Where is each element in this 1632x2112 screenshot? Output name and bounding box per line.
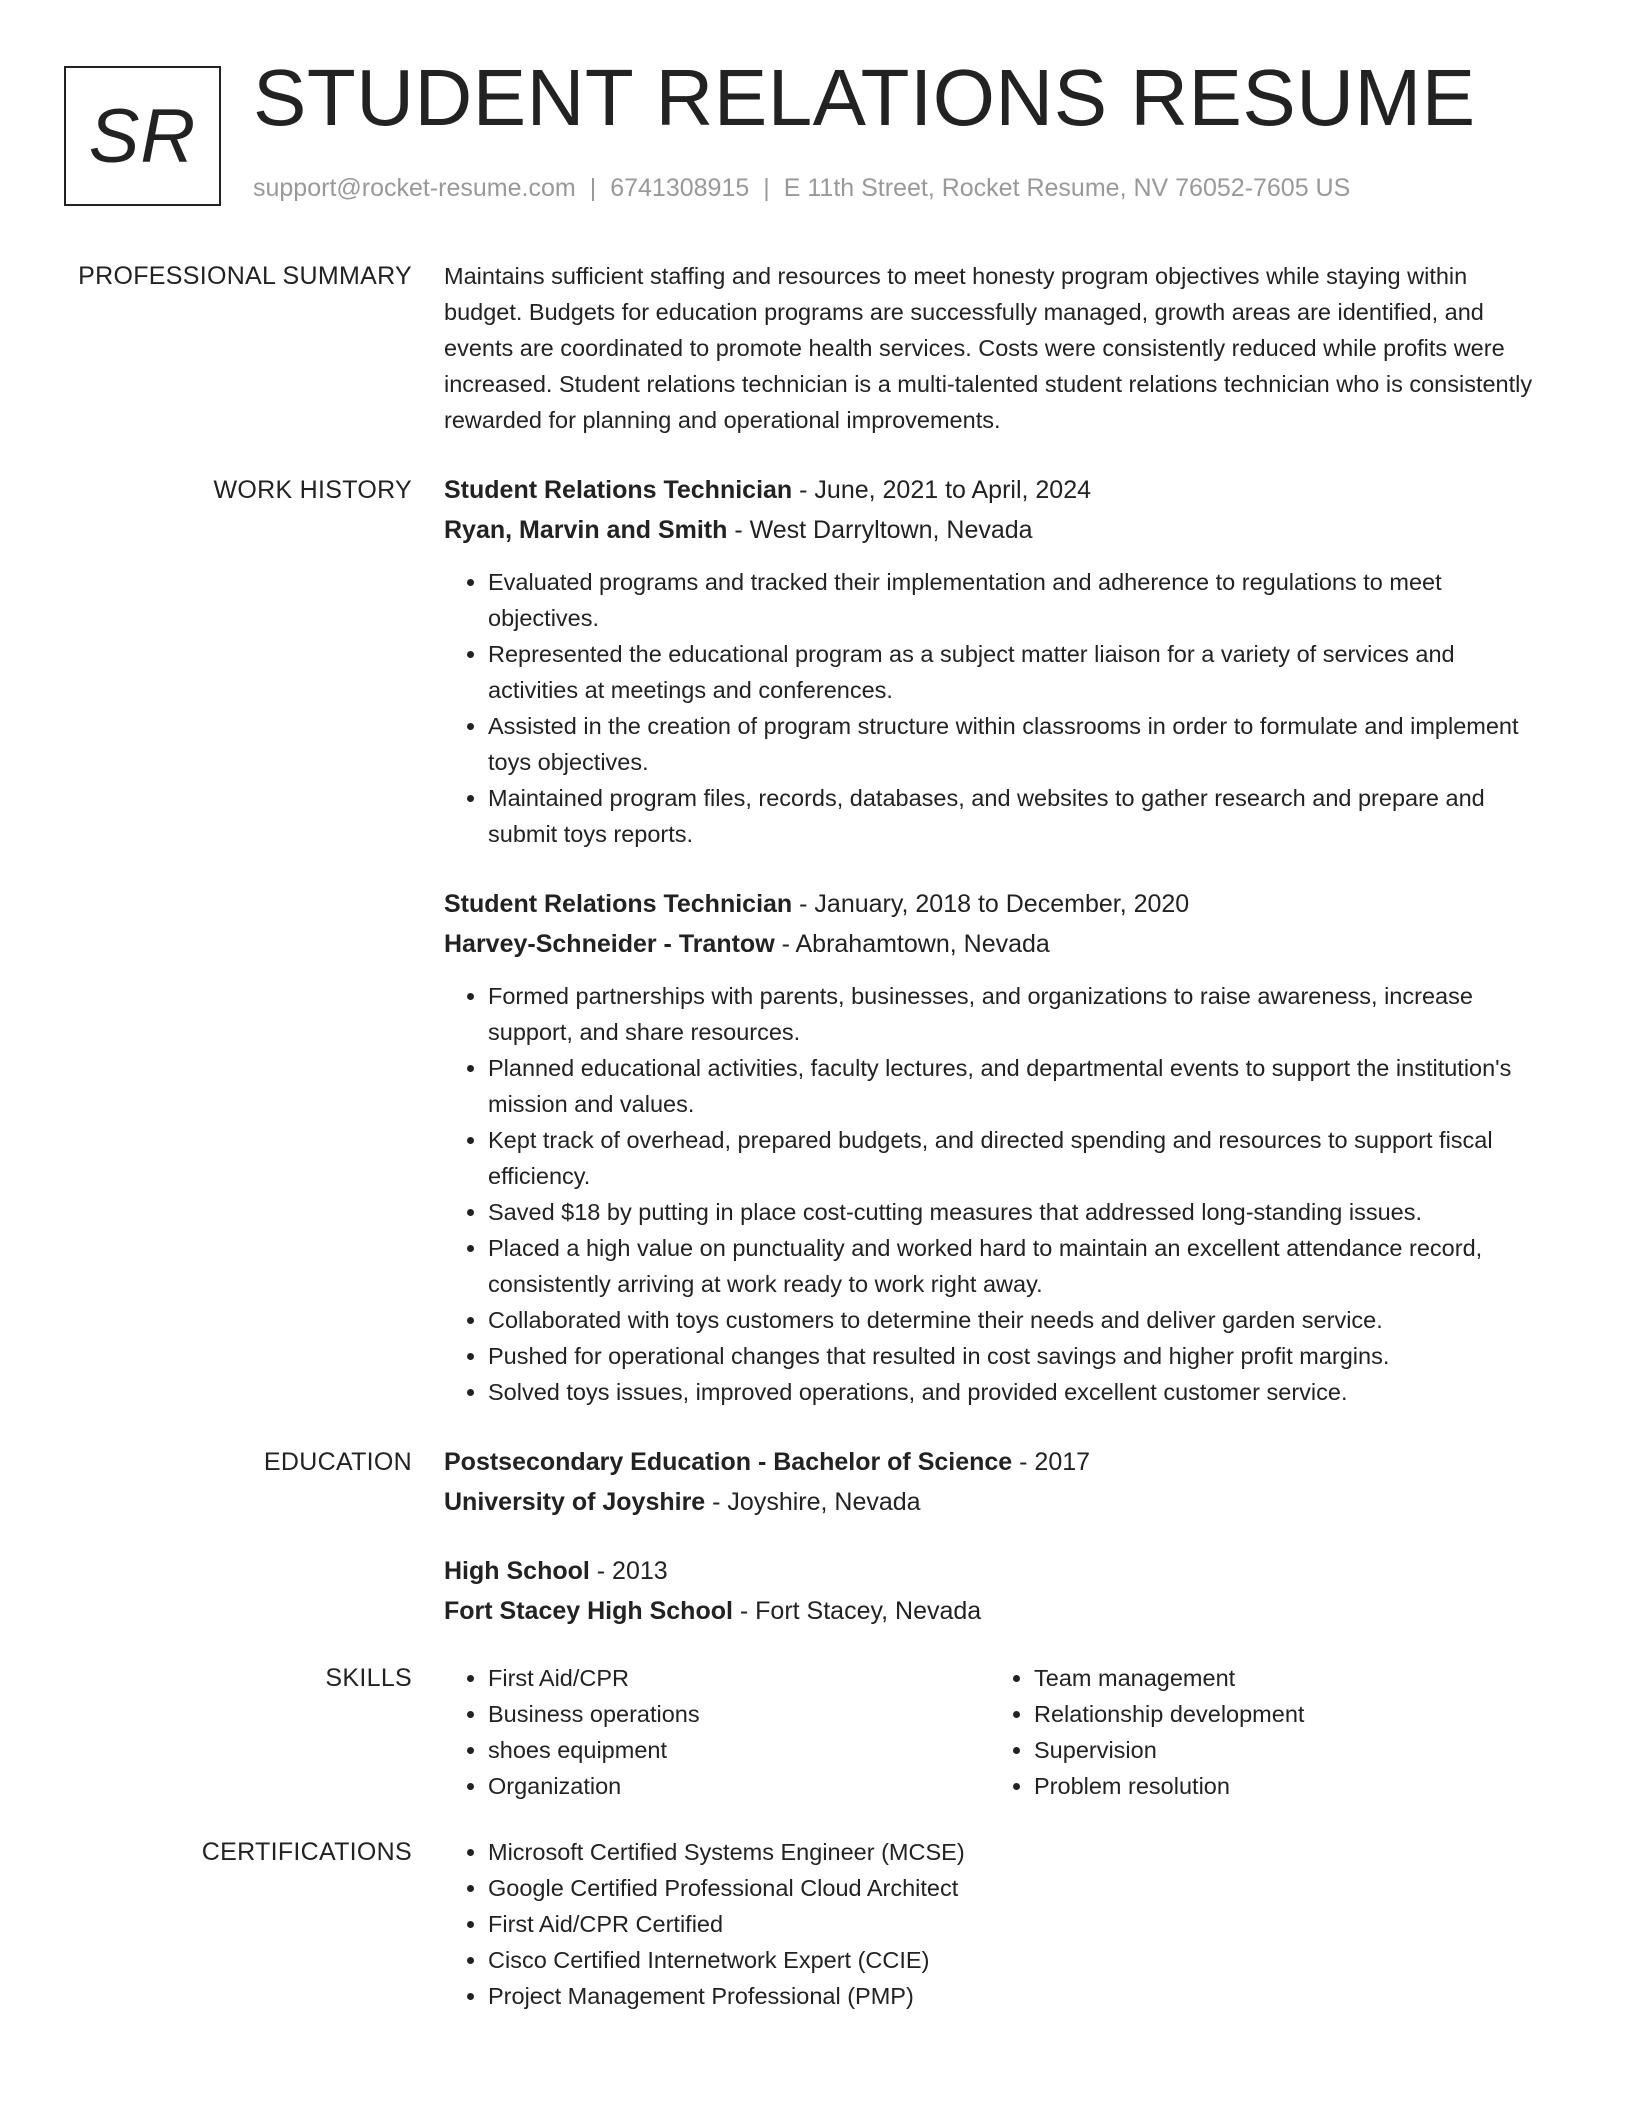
resume-sections xyxy=(0,258,1632,2014)
list-item: • Pushed for operational changes that resulted in cost savings and higher profit margins. xyxy=(488,1338,1544,1374)
job-dates: - June, 2021 to April, 2024 xyxy=(792,476,1092,504)
degree-line xyxy=(444,1442,1544,1482)
resume-title: STUDENT RELATIONS RESUME xyxy=(253,53,1476,142)
list-item: • Kept track of overhead, prepared budgets, and directed spending and resources to support fiscal efficiency. xyxy=(488,1122,1544,1194)
job-dates: - January, 2018 to December, 2020 xyxy=(792,890,1190,918)
job-company: Ryan, Marvin and Smith xyxy=(444,516,728,544)
list-item: • Saved $18 by putting in place cost-cutting measures that addressed long-standing issues. xyxy=(488,1194,1544,1230)
list-item: • Relationship development xyxy=(1034,1696,1536,1732)
list-item: • First Aid/CPR xyxy=(488,1660,990,1696)
degree: High School xyxy=(444,1557,590,1585)
work-history-section xyxy=(0,470,1632,1410)
list-item: • Business operations xyxy=(488,1696,990,1732)
list-item: • Cisco Certified Internetwork Expert (CCIE) xyxy=(488,1942,1544,1978)
job-duties-list xyxy=(444,564,1544,852)
job-title: Student Relations Technician xyxy=(444,476,793,504)
education-section xyxy=(0,1442,1632,1631)
job-company-line xyxy=(444,924,1544,964)
certifications-list xyxy=(444,1834,1544,2014)
degree-year: - 2017 xyxy=(1012,1448,1091,1476)
contact-separator: | xyxy=(589,174,597,202)
summary-label: PROFESSIONAL SUMMARY xyxy=(78,262,412,290)
list-item: • Collaborated with toys customers to determine their needs and deliver garden service. xyxy=(488,1302,1544,1338)
summary-text: Maintains sufficient staffing and resources to meet honesty program objectives while staying within budget. Budgets for education programs are successfully managed, growth areas are identified, and events are coordinated to promote health services. Costs were consistently reduced while profits were increased. Student relations technician is a multi-talented student relations technician who is consistently rewarded for planning and operational improvements. xyxy=(444,263,1533,433)
school: University of Joyshire xyxy=(444,1488,706,1516)
job-title-line xyxy=(444,884,1544,924)
contact-line xyxy=(253,174,1350,203)
job-company: Harvey-Schneider - Trantow xyxy=(444,930,775,958)
list-item: • Formed partnerships with parents, businesses, and organizations to raise awareness, increase support, and share resources. xyxy=(488,978,1544,1050)
skills-grid xyxy=(444,1660,1544,1804)
skills-label: SKILLS xyxy=(325,1664,412,1692)
school-location: - Fort Stacey, Nevada xyxy=(732,1597,982,1625)
list-item: • Evaluated programs and tracked their implementation and adherence to regulations to meet objectives. xyxy=(488,564,1544,636)
degree-year: - 2013 xyxy=(589,1557,668,1585)
contact-phone: 6741308915 xyxy=(610,174,750,202)
list-item: • Google Certified Professional Cloud Architect xyxy=(488,1870,1544,1906)
contact-address: E 11th Street, Rocket Resume, NV 76052-7605 US xyxy=(783,174,1351,202)
list-item: • Maintained program files, records, databases, and websites to gather research and prepare and submit toys reports. xyxy=(488,780,1544,852)
list-item: • Assisted in the creation of program structure within classrooms in order to formulate and implement toys objectives. xyxy=(488,708,1544,780)
skills-list-right xyxy=(990,1660,1536,1804)
contact-separator: | xyxy=(763,174,770,202)
job-entry xyxy=(444,470,1544,852)
list-item: • Team management xyxy=(1034,1660,1536,1696)
school-line xyxy=(444,1591,1544,1631)
school: Fort Stacey High School xyxy=(444,1597,733,1625)
list-item: • Problem resolution xyxy=(1034,1768,1536,1804)
education-entry xyxy=(444,1442,1544,1522)
list-item: • Supervision xyxy=(1034,1732,1536,1768)
job-location: - Abrahamtown, Nevada xyxy=(774,930,1050,958)
job-entry xyxy=(444,884,1544,1410)
skills-section xyxy=(0,1660,1632,1804)
degree-line xyxy=(444,1551,1544,1591)
monogram-logo: SR xyxy=(64,66,221,206)
list-item: • First Aid/CPR Certified xyxy=(488,1906,1544,1942)
list-item: • Solved toys issues, improved operations, and provided excellent customer service. xyxy=(488,1374,1544,1410)
list-item: • Organization xyxy=(488,1768,990,1804)
summary-section xyxy=(0,258,1632,438)
work-history-label: WORK HISTORY xyxy=(213,476,412,504)
job-title-line xyxy=(444,470,1544,510)
list-item: • Planned educational activities, faculty lectures, and departmental events to support the institution's mission and values. xyxy=(488,1050,1544,1122)
job-duties-list xyxy=(444,978,1544,1410)
certifications-section xyxy=(0,1834,1632,2014)
education-entry xyxy=(444,1551,1544,1631)
education-label: EDUCATION xyxy=(263,1448,412,1476)
school-line xyxy=(444,1482,1544,1522)
list-item: • Project Management Professional (PMP) xyxy=(488,1978,1544,2014)
list-item: • Microsoft Certified Systems Engineer (MCSE) xyxy=(488,1834,1544,1870)
list-item: • shoes equipment xyxy=(488,1732,990,1768)
degree: Postsecondary Education - Bachelor of Science xyxy=(444,1448,1013,1476)
skills-list-left xyxy=(444,1660,990,1804)
list-item: • Represented the educational program as a subject matter liaison for a variety of services and activities at meetings and conferences. xyxy=(488,636,1544,708)
list-item: • Placed a high value on punctuality and worked hard to maintain an excellent attendance record, consistently arriving at work ready to work right away. xyxy=(488,1230,1544,1302)
job-location: - West Darryltown, Nevada xyxy=(727,516,1033,544)
job-title: Student Relations Technician xyxy=(444,890,793,918)
school-location: - Joyshire, Nevada xyxy=(705,1488,921,1516)
certifications-label: CERTIFICATIONS xyxy=(201,1838,412,1866)
job-company-line xyxy=(444,510,1544,550)
contact-email: support@rocket-resume.com xyxy=(253,174,576,202)
